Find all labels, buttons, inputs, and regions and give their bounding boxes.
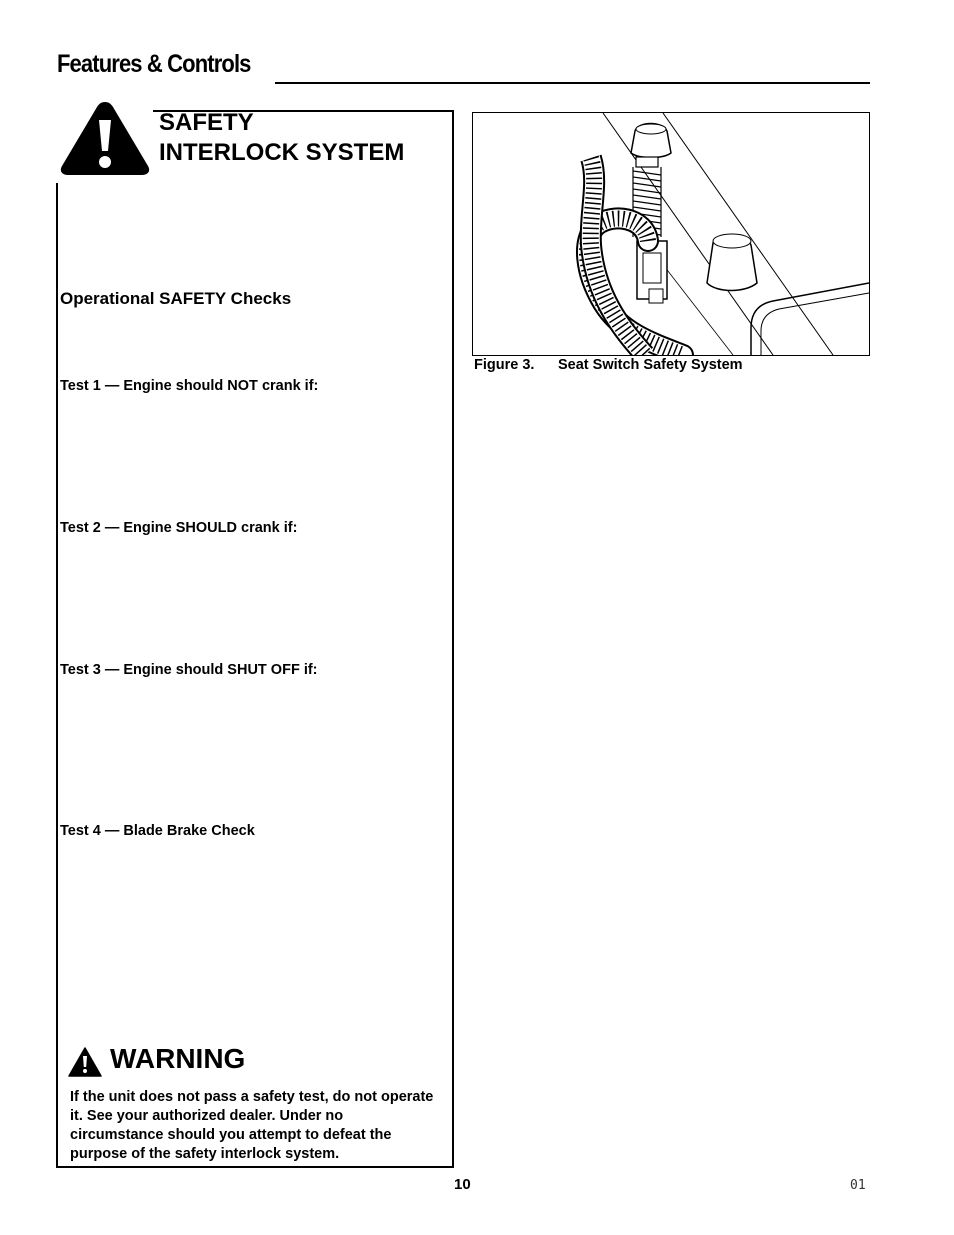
- box-title: [159, 108, 449, 168]
- box-border-left: [56, 183, 58, 1168]
- header-rule: [275, 82, 870, 84]
- warning-text: If the unit does not pass a safety test, do not operate it. See your authorized dealer. Under no circumstance should you attempt to defeat the purpose of the safety interlock system.: [70, 1089, 434, 1162]
- exclamation-triangle-icon: [58, 99, 152, 177]
- footer-code: 01: [850, 1178, 866, 1193]
- section-title: Features & Controls: [57, 50, 251, 78]
- box-title-line-2: INTERLOCK SYSTEM: [159, 139, 405, 166]
- seat-switch-figure: [472, 112, 870, 356]
- warning-triangle-icon: [68, 1047, 102, 1077]
- figure-caption: [474, 357, 743, 373]
- test-3-heading: Test 3 — Engine should SHUT OFF if:: [60, 662, 318, 678]
- seat-switch-illustration: [473, 113, 869, 355]
- box-title-line-1: SAFETY: [159, 109, 254, 136]
- box-border-bottom: [56, 1166, 454, 1168]
- page-number: 10: [454, 1176, 471, 1193]
- warning-title: WARNING: [110, 1043, 246, 1074]
- box-border-right: [452, 110, 454, 1168]
- figure-caption-text: Seat Switch Safety System: [558, 357, 743, 373]
- test-4-heading: Test 4 — Blade Brake Check: [60, 823, 255, 839]
- test-2-heading: Test 2 — Engine SHOULD crank if:: [60, 520, 298, 536]
- test-1-heading: Test 1 — Engine should NOT crank if:: [60, 378, 319, 394]
- operational-checks-heading: Operational SAFETY Checks: [60, 289, 292, 308]
- figure-label: Figure 3.: [474, 357, 535, 373]
